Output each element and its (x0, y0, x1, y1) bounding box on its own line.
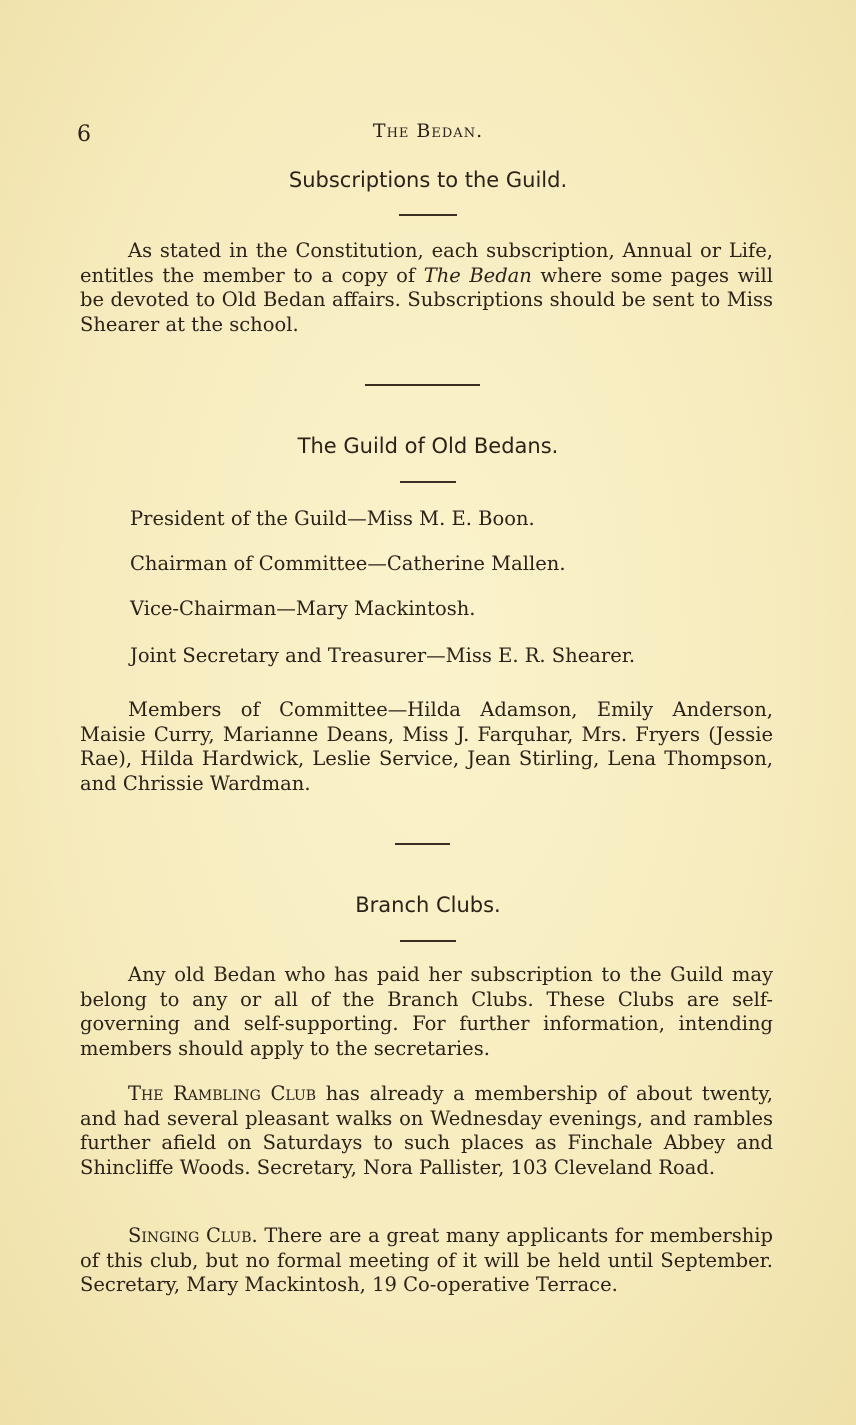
rambling-club-paragraph (80, 1082, 773, 1180)
subscriptions-text-after: where some pages will be devoted to Old Bedan affairs. Subscriptions should be sent to Miss Shearer at the school. (80, 263, 773, 336)
singing-club-title: Singing Club. (128, 1224, 258, 1247)
running-head: The Bedan. (372, 120, 484, 142)
officer-president: President of the Guild—Miss M. E. Boon. (130, 507, 535, 530)
singing-club-text: There are a great many applicants for membership of this club, but no formal meeting of it will be held until September. Secretary, Mary Mackintosh, 19 Co-operative Terrace. (80, 1224, 773, 1296)
rambling-club-title: The Rambling Club (128, 1082, 317, 1105)
branch-clubs-intro (80, 963, 773, 1061)
subscriptions-text-before: As stated in the Constitution, each subscription, Annual or Life, entitles the member to a copy of (80, 239, 773, 287)
officer-vice-chairman: Vice-Chairman—Mary Mackintosh. (130, 597, 476, 620)
subscriptions-heading: Subscriptions to the Guild. (288, 168, 568, 192)
section-divider (395, 843, 450, 845)
divider-short (400, 940, 456, 942)
branch-clubs-heading: Branch Clubs. (355, 893, 501, 917)
page-number: 6 (77, 122, 91, 147)
branch-clubs-intro-text: Any old Bedan who has paid her subscription to the Guild may belong to any or all of the Branch Clubs. These Clubs are self-governing and self-supporting. For further information, intending members should apply to the secretaries. (80, 963, 773, 1060)
divider-short (400, 481, 456, 483)
subscriptions-paragraph (80, 239, 773, 337)
officer-chairman: Chairman of Committee—Catherine Mallen. (130, 552, 566, 575)
rambling-club-text: has already a membership of about twenty, and had several pleasant walks on Wednesday evenings, and rambles further afield on Saturdays to such places as Finchale Abbey and Shincliffe Woods. Secretary, Nora Pallister, 103 Cleveland Road. (80, 1082, 774, 1179)
publication-title: The Bedan (423, 263, 532, 287)
singing-club-paragraph (80, 1224, 773, 1298)
section-divider (365, 384, 480, 386)
divider-short (399, 214, 457, 216)
committee-paragraph (80, 698, 773, 796)
committee-text: Members of Committee—Hilda Adamson, Emily Anderson, Maisie Curry, Marianne Deans, Miss J. Farquhar, Mrs. Fryers (Jessie Rae), Hilda Hardwick, Leslie Service, Jean Stirling, Lena Thompson, and Chrissie Wardman. (80, 698, 773, 795)
officer-secretary-treasurer: Joint Secretary and Treasurer—Miss E. R. Shearer. (130, 644, 636, 667)
guild-heading: The Guild of Old Bedans. (297, 434, 559, 458)
